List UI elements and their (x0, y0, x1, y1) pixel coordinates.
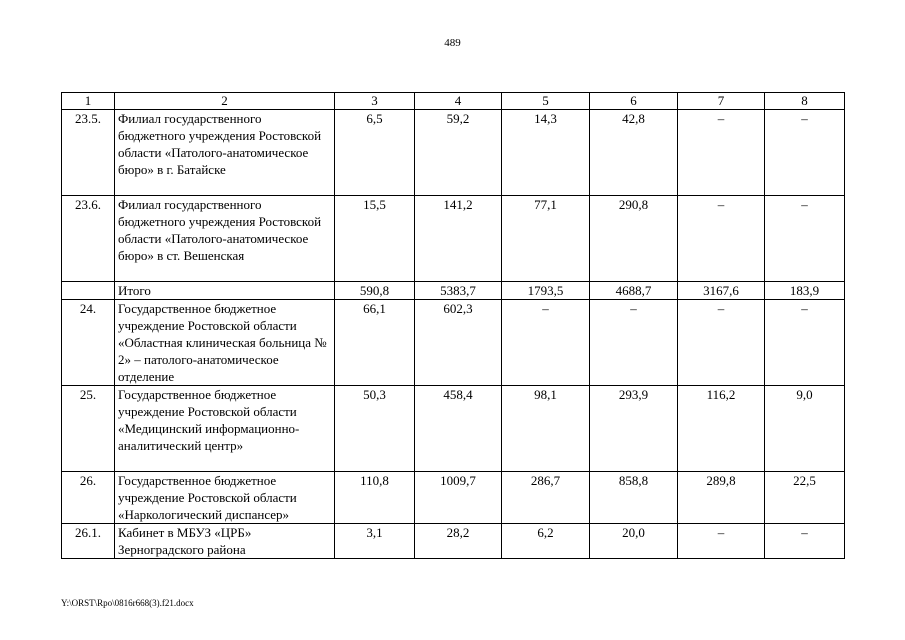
table-row (62, 110, 845, 196)
header-row (62, 93, 845, 110)
value-cell: 9,0 (765, 386, 845, 472)
value-cell: – (678, 196, 765, 282)
table-row (62, 524, 845, 559)
column-header: 7 (678, 93, 765, 110)
value-cell: 3,1 (335, 524, 415, 559)
value-cell: 66,1 (335, 300, 415, 386)
institution-name: Государственное бюджетное учреждение Ростовской области «Медицинский информационно-аналитический центр» (115, 386, 335, 472)
column-header: 2 (115, 93, 335, 110)
value-cell: – (590, 300, 678, 386)
value-cell: 183,9 (765, 282, 845, 300)
table-row (62, 282, 845, 300)
column-header: 1 (62, 93, 115, 110)
value-cell: – (678, 300, 765, 386)
value-cell: 116,2 (678, 386, 765, 472)
value-cell: 141,2 (415, 196, 502, 282)
row-number: 26.1. (62, 524, 115, 559)
row-number: 23.6. (62, 196, 115, 282)
institution-name: Филиал государственного бюджетного учреждения Ростовской области «Патолого-анатомическое бюро» в ст. Вешенская (115, 196, 335, 282)
value-cell: – (678, 110, 765, 196)
row-number: 25. (62, 386, 115, 472)
value-cell: 4688,7 (590, 282, 678, 300)
value-cell: 3167,6 (678, 282, 765, 300)
institution-name: Итого (115, 282, 335, 300)
column-header: 8 (765, 93, 845, 110)
row-number: 24. (62, 300, 115, 386)
institution-name: Государственное бюджетное учреждение Ростовской области «Наркологический диспансер» (115, 472, 335, 524)
value-cell: 458,4 (415, 386, 502, 472)
value-cell: 602,3 (415, 300, 502, 386)
value-cell: – (765, 196, 845, 282)
value-cell: 77,1 (502, 196, 590, 282)
value-cell: 98,1 (502, 386, 590, 472)
footer-file-path: Y:\ORST\Rpo\0816r668(3).f21.docx (61, 598, 194, 608)
value-cell: 5383,7 (415, 282, 502, 300)
value-cell: 1009,7 (415, 472, 502, 524)
institution-name: Кабинет в МБУЗ «ЦРБ» Зерноградского района (115, 524, 335, 559)
value-cell: 22,5 (765, 472, 845, 524)
value-cell: 20,0 (590, 524, 678, 559)
value-cell: 293,9 (590, 386, 678, 472)
column-header: 5 (502, 93, 590, 110)
row-number (62, 282, 115, 300)
value-cell: 286,7 (502, 472, 590, 524)
value-cell: 50,3 (335, 386, 415, 472)
value-cell: – (765, 300, 845, 386)
column-header: 3 (335, 93, 415, 110)
table-row (62, 196, 845, 282)
row-number: 26. (62, 472, 115, 524)
value-cell: 1793,5 (502, 282, 590, 300)
column-header: 4 (415, 93, 502, 110)
table-row (62, 386, 845, 472)
value-cell: – (765, 110, 845, 196)
institution-name: Государственное бюджетное учреждение Ростовской области «Областная клиническая больница № 2» – патолого-анатомическое отделение (115, 300, 335, 386)
data-table (61, 92, 845, 559)
row-number: 23.5. (62, 110, 115, 196)
institution-name: Филиал государственного бюджетного учреждения Ростовской области «Патолого-анатомическое бюро» в г. Батайске (115, 110, 335, 196)
value-cell: 6,5 (335, 110, 415, 196)
value-cell: – (678, 524, 765, 559)
value-cell: 590,8 (335, 282, 415, 300)
column-header: 6 (590, 93, 678, 110)
page-number: 489 (444, 37, 461, 49)
value-cell: 14,3 (502, 110, 590, 196)
value-cell: 15,5 (335, 196, 415, 282)
value-cell: 858,8 (590, 472, 678, 524)
table-row (62, 300, 845, 386)
value-cell: 28,2 (415, 524, 502, 559)
value-cell: 290,8 (590, 196, 678, 282)
value-cell: 59,2 (415, 110, 502, 196)
value-cell: 289,8 (678, 472, 765, 524)
value-cell: 42,8 (590, 110, 678, 196)
value-cell: – (765, 524, 845, 559)
value-cell: – (502, 300, 590, 386)
value-cell: 6,2 (502, 524, 590, 559)
value-cell: 110,8 (335, 472, 415, 524)
table-row (62, 472, 845, 524)
